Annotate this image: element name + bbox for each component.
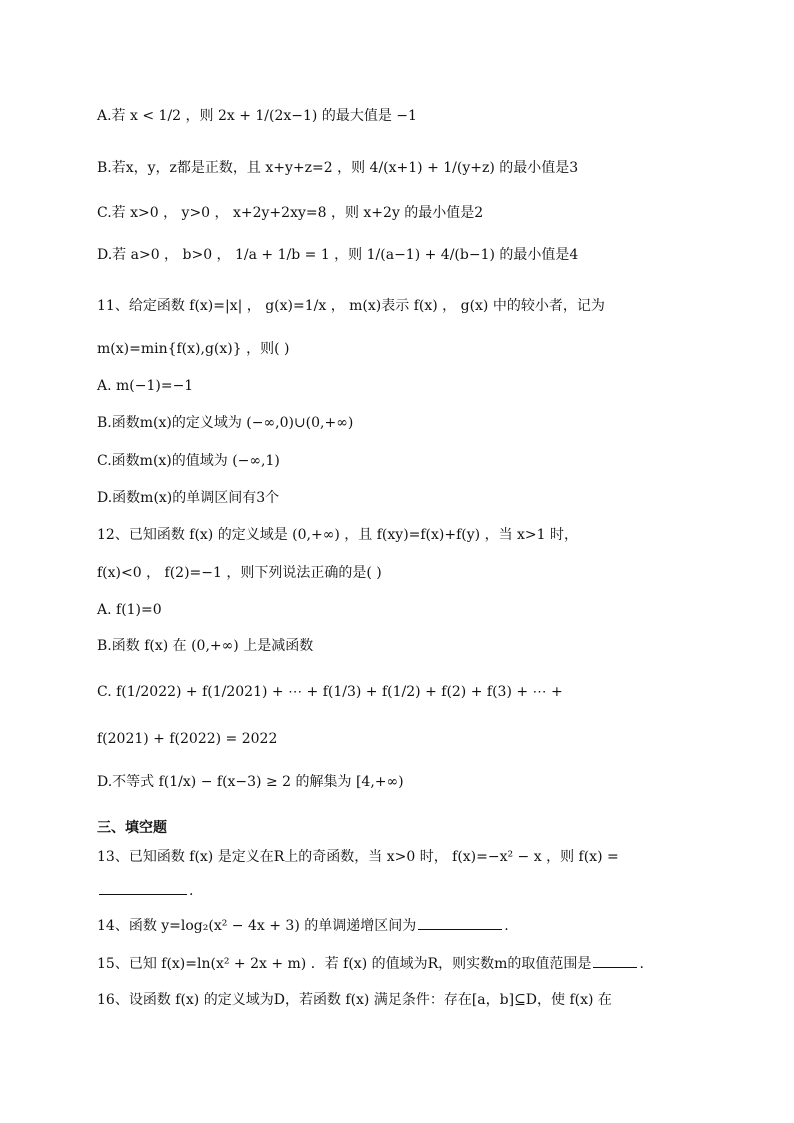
option-12d: D.不等式 f(1/x) − f(x−3) ≥ 2 的解集为 [4,+∞) (97, 774, 404, 790)
question-15 (97, 953, 644, 973)
option-10b: B.若x，y，z都是正数，且 x+y+z=2 ，则 4/(x+1) + 1/(y+z) 的最小值是3 (97, 160, 579, 176)
answer-blank[interactable] (418, 915, 502, 930)
option-11c: C.函数m(x)的值域为 (−∞,1) (97, 453, 280, 469)
question-11-stem-cont: m(x)=min{f(x),g(x)} ，则( ) (97, 341, 290, 357)
option-10d: D.若 a>0 ， b>0 ， 1/a + 1/b = 1 ，则 1/(a−1) + 4/(b−1) 的最小值是4 (97, 247, 579, 263)
option-11b: B.函数m(x)的定义域为 (−∞,0)∪(0,+∞) (97, 415, 354, 431)
option-12a: A. f(1)=0 (97, 602, 162, 618)
question-15-text: 15、已知 f(x)=ln(x² + 2x + m) ．若 f(x) 的值域为R，则实数m的取值范围是 (97, 956, 592, 972)
option-12c-cont: f(2021) + f(2022) = 2022 (97, 731, 278, 747)
question-14 (97, 915, 509, 935)
period: . (639, 956, 644, 972)
answer-blank[interactable] (593, 953, 637, 968)
option-12c: C. f(1/2022) + f(1/2021) + ⋯ + f(1/3) + f(1/2) + f(2) + f(3) + ⋯ + (97, 684, 563, 700)
option-11a: A. m(−1)=−1 (97, 378, 194, 394)
question-14-text: 14、函数 y=log₂(x² − 4x + 3) 的单调递增区间为 (97, 918, 417, 934)
question-16: 16、设函数 f(x) 的定义域为D，若函数 f(x) 满足条件：存在[a，b]⊆D，使 f(x) 在 (97, 992, 612, 1008)
answer-blank[interactable] (99, 880, 187, 895)
option-12b: B.函数 f(x) 在 (0,+∞) 上是减函数 (97, 638, 314, 654)
option-10c: C.若 x>0 ， y>0 ， x+2y+2xy=8 ，则 x+2y 的最小值是2 (97, 205, 484, 221)
question-13-blank-line (97, 880, 193, 900)
period: . (504, 918, 509, 934)
option-10a: A.若 x < 1/2 ，则 2x + 1/(2x−1) 的最大值是 −1 (97, 108, 417, 124)
option-11d: D.函数m(x)的单调区间有3个 (97, 490, 280, 506)
section-heading: 三、填空题 (97, 820, 167, 836)
question-13: 13、已知函数 f(x) 是定义在R上的奇函数，当 x>0 时， f(x)=−x² − x ，则 f(x) = (97, 849, 619, 865)
period: . (189, 883, 194, 899)
question-12-stem-cont: f(x)<0 ， f(2)=−1 ，则下列说法正确的是( ) (97, 565, 382, 581)
question-12-stem: 12、已知函数 f(x) 的定义域是 (0,+∞) ，且 f(xy)=f(x)+f(y) ，当 x>1 时， (97, 527, 579, 543)
question-11-stem: 11、给定函数 f(x)=|x| ， g(x)=1/x ， m(x)表示 f(x) ， g(x) 中的较小者，记为 (97, 298, 605, 314)
